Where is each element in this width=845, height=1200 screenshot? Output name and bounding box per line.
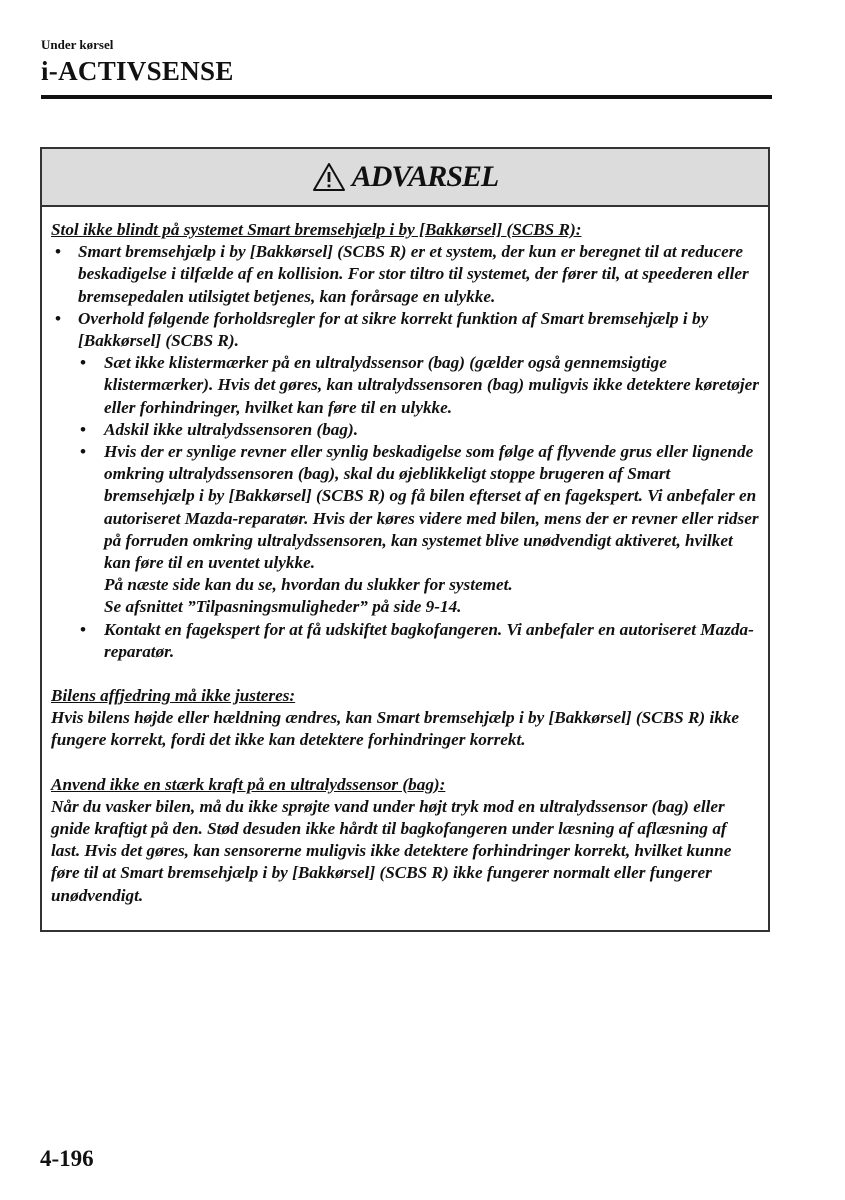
block-heading: Bilens affjedring må ikke justeres: — [51, 686, 296, 706]
block-heading: Stol ikke blindt på systemet Smart bremsehjælp i by [Bakkørsel] (SCBS R): — [51, 220, 582, 239]
sub-item-text: • Hvis der er synlige revner eller synlig beskadigelse som følge af flyvende grus eller lignende omkring ultralydssensoren (bag), skal du øjeblikkeligt stoppe brugeren af Smart bremsehjælp i by [Bakkørsel] (SCBS R) og få bilen efterset af en fagekspert. Vi anbefaler en autoriseret Mazda-reparatør. Hvis der køres videre med bilen, mens der er revner eller ridser på forruden omkring ultralydssensoren, kan systemet blive unødvendigt aktiveret, hvilket kan føre til en uventet ulykke. — [104, 442, 759, 573]
title-rule — [41, 95, 772, 99]
section-label: Under kørsel — [41, 37, 114, 52]
warning-triangle-icon — [312, 162, 346, 192]
block-text: Når du vasker bilen, må du ikke sprøjte vand under højt tryk mod en ultralydssensor (bag) eller gnide kraftigt på den. Stød desuden ikke hårdt til bagkofangeren under læsning af aflæsning af last. Hvis det gøres, kan sensorerne muligvis ikke detektere forhindringer korrekt, hvilket kunne føre til at Smart bremsehjælp i by [Bakkørsel] (SCBS R) ikke fungerer normalt eller fungerer unødvendigt. — [51, 796, 732, 905]
list-item: • Overhold følgende forholdsregler for at sikre korrekt funktion af Smart bremsehjælp i by [Bakkørsel] (SCBS R). — [51, 308, 760, 352]
sub-item-reference: Se afsnittet ”Tilpasningsmuligheder” på side 9-14. — [104, 597, 462, 617]
sub-list-item — [51, 441, 760, 619]
sub-list-item: • Kontakt en fagekspert for at få udskiftet bagkofangeren. Vi anbefaler en autoriseret Mazda-reparatør. — [51, 619, 760, 663]
sub-list-item: • Adskil ikke ultralydssensoren (bag). — [51, 419, 760, 441]
warning-body — [42, 207, 768, 907]
block-text: Hvis bilens højde eller hældning ændres, kan Smart bremsehjælp i by [Bakkørsel] (SCBS R) ikke fungere korrekt, fordi det ikke kan detektere forhindringer korrekt. — [51, 708, 740, 750]
warning-box — [40, 147, 770, 932]
warning-label: ADVARSEL — [351, 160, 499, 193]
warning-header — [42, 149, 768, 207]
sub-list-item: • Sæt ikke klistermærker på en ultralydssensor (bag) (gælder også gennemsigtige klistermærker). Hvis det gøres, kan ultralydssensoren (bag) muligvis ikke detektere køretøjer eller forhindringer, hvilket kan føre til en ulykke. — [51, 352, 760, 419]
sub-item-note: På næste side kan du se, hvordan du slukker for systemet. — [104, 575, 513, 595]
page-number: 4-196 — [40, 1146, 94, 1171]
block-heading: Anvend ikke en stærk kraft på en ultralydssensor (bag): — [51, 774, 446, 794]
list-item: • Smart bremsehjælp i by [Bakkørsel] (SCBS R) er et system, der kun er beregnet til at reducere beskadigelse i tilfælde af en kollision. For stor tiltro til systemet, der fører til, at speederen eller bremsepedalen utilsigtet betjenes, kan forårsage en ulykke. — [51, 241, 760, 308]
page-title: i-ACTIVSENSE — [41, 56, 234, 86]
